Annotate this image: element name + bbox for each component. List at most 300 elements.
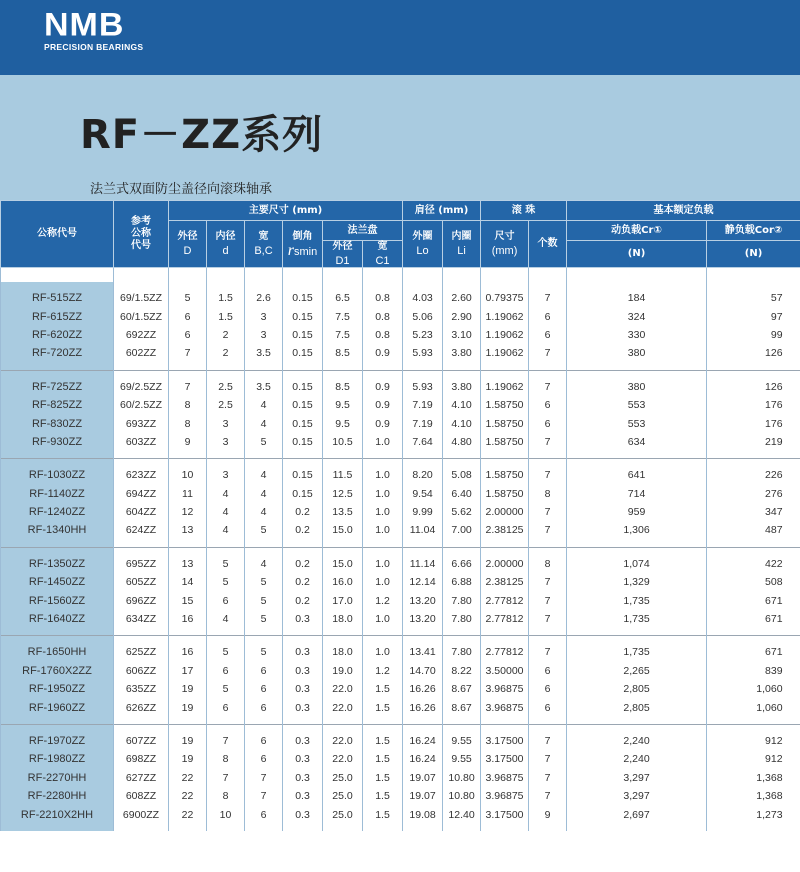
width-cell: 4 (245, 414, 283, 432)
spacer-row (1, 268, 800, 283)
flange-w-cell: 1.5 (363, 787, 403, 805)
static-load-cell: 1,368 (707, 769, 800, 787)
ref-cell: 623ZZ (114, 459, 169, 484)
table-row (1, 591, 800, 609)
ball-size-cell: 1.19062 (481, 344, 529, 370)
outer-dia-cell: 19 (169, 725, 207, 750)
shoulder-inner-cell: 7.00 (443, 521, 481, 547)
header-static-unit: (N) (707, 241, 800, 268)
shoulder-outer-cell: 13.20 (403, 591, 443, 609)
flange-w-cell: 1.0 (363, 636, 403, 661)
ball-count-cell: 7 (529, 725, 567, 750)
header-ball-size-label: 尺寸 (494, 231, 515, 242)
width-cell: 3 (245, 326, 283, 344)
ball-count-cell: 6 (529, 680, 567, 698)
table-row (1, 787, 800, 805)
flange-od-cell: 13.5 (323, 503, 363, 521)
header-shoulder-outer-sym: Lo (416, 245, 429, 257)
dynamic-load-cell: 634 (567, 433, 707, 459)
code-cell: RF-2270HH (1, 769, 114, 787)
inner-dia-cell: 6 (207, 662, 245, 680)
header-shoulder-outer-label: 外圈 (412, 231, 433, 242)
header-shoulder: 肩径 (mm) (403, 201, 481, 221)
code-cell: RF-1970ZZ (1, 725, 114, 750)
dynamic-load-cell: 1,735 (567, 636, 707, 661)
chamfer-cell: 0.15 (283, 307, 323, 325)
flange-od-cell: 11.5 (323, 459, 363, 484)
flange-od-cell: 15.0 (323, 548, 363, 573)
shoulder-inner-cell: 8.67 (443, 698, 481, 724)
width-cell: 6 (245, 725, 283, 750)
ref-cell: 607ZZ (114, 725, 169, 750)
header-inner-dia-label: 内径 (215, 231, 236, 242)
width-cell: 7 (245, 769, 283, 787)
ball-size-cell: 3.96875 (481, 698, 529, 724)
inner-dia-cell: 4 (207, 521, 245, 547)
static-load-cell: 347 (707, 503, 800, 521)
ball-size-cell: 1.58750 (481, 396, 529, 414)
inner-dia-cell: 4 (207, 485, 245, 503)
header-inner-dia-sym: d (222, 245, 229, 257)
header-dynamic-unit: (N) (567, 241, 707, 268)
flange-od-cell: 7.5 (323, 326, 363, 344)
header-bar (0, 0, 800, 75)
ball-count-cell: 7 (529, 433, 567, 459)
shoulder-inner-cell: 7.80 (443, 610, 481, 636)
ball-count-cell: 7 (529, 521, 567, 547)
chamfer-cell: 0.3 (283, 725, 323, 750)
ball-count-cell: 6 (529, 307, 567, 325)
width-cell: 5 (245, 573, 283, 591)
header-chamfer-sub: smin (294, 245, 318, 258)
code-cell: RF-1450ZZ (1, 573, 114, 591)
static-load-cell: 57 (707, 282, 800, 307)
table-row (1, 680, 800, 698)
header-rating: 基本额定负载 (567, 201, 800, 221)
static-load-cell: 1,368 (707, 787, 800, 805)
outer-dia-cell: 16 (169, 610, 207, 636)
shoulder-inner-cell: 9.55 (443, 725, 481, 750)
spacer-cell (169, 268, 207, 283)
shoulder-outer-cell: 14.70 (403, 662, 443, 680)
shoulder-inner-cell: 10.80 (443, 769, 481, 787)
header-dynamic: 动负载Cr① (567, 221, 707, 241)
spacer-cell (323, 268, 363, 283)
inner-dia-cell: 5 (207, 636, 245, 661)
code-cell: RF-830ZZ (1, 414, 114, 432)
inner-dia-cell: 4 (207, 610, 245, 636)
shoulder-outer-cell: 8.20 (403, 459, 443, 484)
shoulder-inner-cell: 12.40 (443, 805, 481, 830)
ref-cell: 60/2.5ZZ (114, 396, 169, 414)
inner-dia-cell: 2 (207, 344, 245, 370)
ref-cell: 603ZZ (114, 433, 169, 459)
header-chamfer-label: 倒角 (292, 230, 313, 242)
ball-count-cell: 7 (529, 371, 567, 396)
spacer-cell (207, 268, 245, 283)
dynamic-load-cell: 2,697 (567, 805, 707, 830)
header-flange-od (323, 241, 363, 268)
ball-size-cell: 2.77812 (481, 636, 529, 661)
ball-size-cell: 2.77812 (481, 591, 529, 609)
ball-size-cell: 3.17500 (481, 805, 529, 830)
ball-size-cell: 3.96875 (481, 787, 529, 805)
header-flange-od-label: 外径 (332, 241, 353, 252)
chamfer-cell: 0.15 (283, 414, 323, 432)
ref-cell: 626ZZ (114, 698, 169, 724)
outer-dia-cell: 19 (169, 680, 207, 698)
shoulder-inner-cell: 4.10 (443, 396, 481, 414)
spacer-cell (567, 268, 707, 283)
ref-cell: 635ZZ (114, 680, 169, 698)
shoulder-outer-cell: 5.06 (403, 307, 443, 325)
dynamic-load-cell: 2,240 (567, 750, 707, 768)
ball-count-cell: 7 (529, 591, 567, 609)
dynamic-load-cell: 2,805 (567, 698, 707, 724)
ball-size-cell: 1.19062 (481, 307, 529, 325)
flange-w-cell: 1.5 (363, 769, 403, 787)
width-cell: 6 (245, 750, 283, 768)
dynamic-load-cell: 3,297 (567, 787, 707, 805)
dynamic-load-cell: 2,805 (567, 680, 707, 698)
outer-dia-cell: 13 (169, 548, 207, 573)
flange-od-cell: 9.5 (323, 396, 363, 414)
shoulder-inner-cell: 2.90 (443, 307, 481, 325)
shoulder-inner-cell: 3.80 (443, 344, 481, 370)
shoulder-outer-cell: 13.20 (403, 610, 443, 636)
header-ref (114, 201, 169, 268)
dynamic-load-cell: 1,329 (567, 573, 707, 591)
table-row (1, 725, 800, 750)
width-cell: 4 (245, 459, 283, 484)
flange-w-cell: 1.0 (363, 459, 403, 484)
ball-count-cell: 7 (529, 787, 567, 805)
flange-w-cell: 1.0 (363, 610, 403, 636)
inner-dia-cell: 3 (207, 414, 245, 432)
inner-dia-cell: 5 (207, 573, 245, 591)
inner-dia-cell: 3 (207, 459, 245, 484)
shoulder-inner-cell: 7.80 (443, 636, 481, 661)
code-cell: RF-1760X2ZZ (1, 662, 114, 680)
flange-w-cell: 0.8 (363, 307, 403, 325)
dynamic-load-cell: 330 (567, 326, 707, 344)
logo-sub-text: PRECISION BEARINGS (44, 42, 144, 52)
header-main-dims: 主要尺寸 (mm) (169, 201, 403, 221)
static-load-cell: 912 (707, 750, 800, 768)
code-cell: RF-620ZZ (1, 326, 114, 344)
logo-main-text: NMB (44, 6, 125, 44)
width-cell: 5 (245, 610, 283, 636)
spacer-cell (481, 268, 529, 283)
table-row (1, 433, 800, 459)
table-row (1, 282, 800, 307)
inner-dia-cell: 2.5 (207, 396, 245, 414)
width-cell: 4 (245, 396, 283, 414)
outer-dia-cell: 8 (169, 414, 207, 432)
table-header (1, 201, 800, 268)
ball-size-cell: 1.58750 (481, 433, 529, 459)
outer-dia-cell: 9 (169, 433, 207, 459)
shoulder-outer-cell: 5.93 (403, 344, 443, 370)
ball-size-cell: 2.00000 (481, 503, 529, 521)
flange-od-cell: 18.0 (323, 636, 363, 661)
shoulder-inner-cell: 7.80 (443, 591, 481, 609)
shoulder-outer-cell: 16.26 (403, 698, 443, 724)
code-cell: RF-1350ZZ (1, 548, 114, 573)
width-cell: 3.5 (245, 344, 283, 370)
static-load-cell: 126 (707, 344, 800, 370)
flange-od-cell: 10.5 (323, 433, 363, 459)
ball-count-cell: 6 (529, 414, 567, 432)
ball-size-cell: 1.58750 (481, 414, 529, 432)
flange-od-cell: 9.5 (323, 414, 363, 432)
code-cell: RF-1980ZZ (1, 750, 114, 768)
static-load-cell: 97 (707, 307, 800, 325)
code-cell: RF-1650HH (1, 636, 114, 661)
dynamic-load-cell: 959 (567, 503, 707, 521)
outer-dia-cell: 8 (169, 396, 207, 414)
outer-dia-cell: 22 (169, 805, 207, 830)
flange-od-cell: 6.5 (323, 282, 363, 307)
shoulder-inner-cell: 3.10 (443, 326, 481, 344)
flange-od-cell: 25.0 (323, 787, 363, 805)
code-cell: RF-1950ZZ (1, 680, 114, 698)
ref-cell: 694ZZ (114, 485, 169, 503)
code-cell: RF-1240ZZ (1, 503, 114, 521)
header-width-label: 宽 (258, 231, 269, 242)
chamfer-cell: 0.3 (283, 698, 323, 724)
ball-size-cell: 3.17500 (481, 725, 529, 750)
width-cell: 3.5 (245, 371, 283, 396)
table-row (1, 414, 800, 432)
header-shoulder-inner (443, 221, 481, 268)
outer-dia-cell: 13 (169, 521, 207, 547)
ball-size-cell: 2.00000 (481, 548, 529, 573)
shoulder-inner-cell: 6.40 (443, 485, 481, 503)
dynamic-load-cell: 380 (567, 344, 707, 370)
shoulder-outer-cell: 19.07 (403, 769, 443, 787)
header-ball-size-unit: (mm) (491, 245, 518, 257)
ref-cell: 608ZZ (114, 787, 169, 805)
chamfer-cell: 0.2 (283, 521, 323, 547)
dynamic-load-cell: 1,306 (567, 521, 707, 547)
static-load-cell: 276 (707, 485, 800, 503)
static-load-cell: 226 (707, 459, 800, 484)
shoulder-outer-cell: 19.08 (403, 805, 443, 830)
ball-count-cell: 7 (529, 750, 567, 768)
code-cell: RF-1340HH (1, 521, 114, 547)
flange-w-cell: 1.5 (363, 805, 403, 830)
outer-dia-cell: 12 (169, 503, 207, 521)
table-row (1, 662, 800, 680)
ref-cell: 602ZZ (114, 344, 169, 370)
header-outer-dia (169, 221, 207, 268)
header-flange-w-sym: C1 (375, 255, 390, 267)
header-code: 公称代号 (1, 201, 114, 268)
header-flange-w (363, 241, 403, 268)
dynamic-load-cell: 380 (567, 371, 707, 396)
header-width-sym: B,C (254, 245, 273, 257)
static-load-cell: 671 (707, 610, 800, 636)
flange-od-cell: 15.0 (323, 521, 363, 547)
code-cell: RF-725ZZ (1, 371, 114, 396)
ref-cell: 692ZZ (114, 326, 169, 344)
dynamic-load-cell: 2,265 (567, 662, 707, 680)
shoulder-outer-cell: 12.14 (403, 573, 443, 591)
table-row (1, 636, 800, 661)
table-row (1, 344, 800, 370)
spacer-cell (283, 268, 323, 283)
shoulder-inner-cell: 2.60 (443, 282, 481, 307)
table-row (1, 573, 800, 591)
ref-cell: 624ZZ (114, 521, 169, 547)
ball-size-cell: 1.58750 (481, 485, 529, 503)
flange-w-cell: 1.0 (363, 548, 403, 573)
code-cell: RF-1140ZZ (1, 485, 114, 503)
inner-dia-cell: 4 (207, 503, 245, 521)
static-load-cell: 1,273 (707, 805, 800, 830)
table-row (1, 521, 800, 547)
ball-count-cell: 8 (529, 548, 567, 573)
table-body (1, 268, 800, 831)
width-cell: 6 (245, 680, 283, 698)
ref-cell: 698ZZ (114, 750, 169, 768)
flange-od-cell: 19.0 (323, 662, 363, 680)
shoulder-outer-cell: 11.14 (403, 548, 443, 573)
code-cell: RF-825ZZ (1, 396, 114, 414)
header-outer-dia-sym: D (183, 245, 192, 257)
code-cell: RF-2210X2HH (1, 805, 114, 830)
header-ref-line: 代号 (131, 240, 151, 251)
static-load-cell: 487 (707, 521, 800, 547)
spacer-cell (529, 268, 567, 283)
ref-cell: 696ZZ (114, 591, 169, 609)
static-load-cell: 671 (707, 636, 800, 661)
flange-w-cell: 0.8 (363, 326, 403, 344)
flange-od-cell: 7.5 (323, 307, 363, 325)
flange-w-cell: 0.9 (363, 371, 403, 396)
static-load-cell: 422 (707, 548, 800, 573)
ball-size-cell: 2.38125 (481, 573, 529, 591)
flange-od-cell: 22.0 (323, 750, 363, 768)
nmb-logo (44, 8, 143, 52)
width-cell: 4 (245, 503, 283, 521)
outer-dia-cell: 16 (169, 636, 207, 661)
inner-dia-cell: 1.5 (207, 282, 245, 307)
flange-w-cell: 1.0 (363, 573, 403, 591)
outer-dia-cell: 7 (169, 344, 207, 370)
shoulder-outer-cell: 19.07 (403, 787, 443, 805)
table-row (1, 396, 800, 414)
code-cell: RF-2280HH (1, 787, 114, 805)
shoulder-inner-cell: 8.22 (443, 662, 481, 680)
dynamic-load-cell: 2,240 (567, 725, 707, 750)
outer-dia-cell: 19 (169, 750, 207, 768)
shoulder-outer-cell: 13.41 (403, 636, 443, 661)
shoulder-outer-cell: 7.19 (403, 396, 443, 414)
ball-size-cell: 1.19062 (481, 371, 529, 396)
header-static: 静负载Cor② (707, 221, 800, 241)
ref-cell: 625ZZ (114, 636, 169, 661)
code-cell: RF-1640ZZ (1, 610, 114, 636)
static-load-cell: 1,060 (707, 680, 800, 698)
flange-od-cell: 17.0 (323, 591, 363, 609)
dynamic-load-cell: 714 (567, 485, 707, 503)
table-row (1, 459, 800, 484)
static-load-cell: 219 (707, 433, 800, 459)
chamfer-cell: 0.15 (283, 326, 323, 344)
width-cell: 4 (245, 548, 283, 573)
code-cell: RF-930ZZ (1, 433, 114, 459)
flange-w-cell: 0.9 (363, 344, 403, 370)
code-cell: RF-615ZZ (1, 307, 114, 325)
dynamic-load-cell: 1,735 (567, 610, 707, 636)
flange-w-cell: 1.5 (363, 750, 403, 768)
inner-dia-cell: 8 (207, 750, 245, 768)
outer-dia-cell: 10 (169, 459, 207, 484)
outer-dia-cell: 22 (169, 787, 207, 805)
shoulder-inner-cell: 10.80 (443, 787, 481, 805)
flange-w-cell: 0.8 (363, 282, 403, 307)
flange-od-cell: 12.5 (323, 485, 363, 503)
flange-od-cell: 8.5 (323, 344, 363, 370)
outer-dia-cell: 14 (169, 573, 207, 591)
page-subtitle: 法兰式双面防尘盖径向滚珠轴承 (90, 182, 273, 197)
chamfer-cell: 0.2 (283, 548, 323, 573)
spacer-cell (443, 268, 481, 283)
header-outer-dia-label: 外径 (177, 231, 198, 242)
code-cell: RF-1960ZZ (1, 698, 114, 724)
header-shoulder-inner-label: 内圈 (451, 231, 472, 242)
code-cell: RF-1030ZZ (1, 459, 114, 484)
inner-dia-cell: 3 (207, 433, 245, 459)
width-cell: 3 (245, 307, 283, 325)
shoulder-inner-cell: 5.08 (443, 459, 481, 484)
outer-dia-cell: 17 (169, 662, 207, 680)
flange-w-cell: 1.5 (363, 680, 403, 698)
ref-cell: 627ZZ (114, 769, 169, 787)
table-row (1, 610, 800, 636)
header-ball-count: 个数 (529, 221, 567, 268)
flange-w-cell: 1.2 (363, 591, 403, 609)
table-row (1, 750, 800, 768)
ball-count-cell: 7 (529, 610, 567, 636)
ball-size-cell: 3.96875 (481, 680, 529, 698)
header-ball-size (481, 221, 529, 268)
outer-dia-cell: 7 (169, 371, 207, 396)
chamfer-cell: 0.3 (283, 662, 323, 680)
chamfer-cell: 0.3 (283, 769, 323, 787)
table-row (1, 326, 800, 344)
code-cell: RF-1560ZZ (1, 591, 114, 609)
ball-count-cell: 6 (529, 698, 567, 724)
static-load-cell: 912 (707, 725, 800, 750)
chamfer-cell: 0.15 (283, 282, 323, 307)
code-cell: RF-515ZZ (1, 282, 114, 307)
width-cell: 7 (245, 787, 283, 805)
ball-count-cell: 7 (529, 459, 567, 484)
dynamic-load-cell: 553 (567, 414, 707, 432)
header-chamfer-sym: r (287, 241, 294, 259)
static-load-cell: 176 (707, 396, 800, 414)
spacer-cell (363, 268, 403, 283)
ball-size-cell: 1.19062 (481, 326, 529, 344)
table-row (1, 548, 800, 573)
inner-dia-cell: 6 (207, 698, 245, 724)
table-row (1, 503, 800, 521)
inner-dia-cell: 2.5 (207, 371, 245, 396)
shoulder-inner-cell: 6.66 (443, 548, 481, 573)
